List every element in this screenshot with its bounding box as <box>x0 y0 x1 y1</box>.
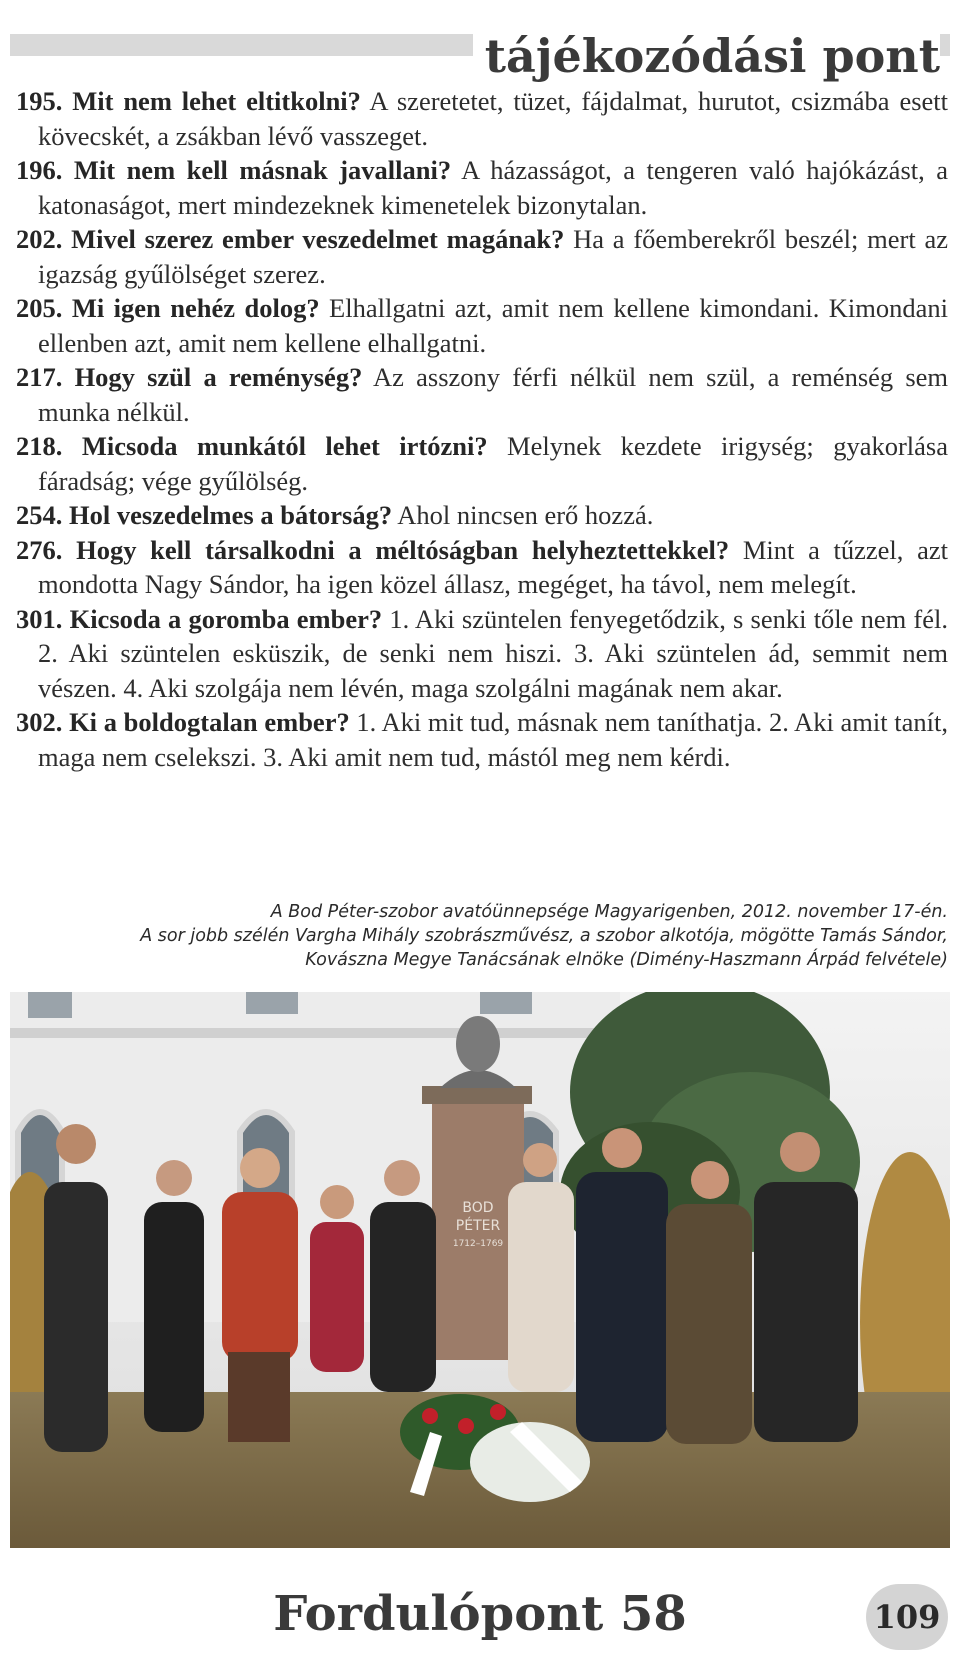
entry-number: 217. <box>16 362 63 392</box>
entry-question: Ki a boldogtalan ember? <box>69 707 350 737</box>
entry-question: Micsoda munkától lehet irtózni? <box>81 431 488 461</box>
entry-301 <box>16 602 948 706</box>
entry-205 <box>16 291 948 360</box>
plinth-inscription: BOD <box>462 1200 494 1216</box>
entry-number: 276. <box>16 534 63 565</box>
header-bar <box>10 29 950 83</box>
entry-number: 202. <box>16 224 63 254</box>
entry-answer: Ha a főemberekről beszél; mert az igazság gyűlölséget szerez. <box>38 224 948 289</box>
entry-answer: Mint a tűzzel, azt mondotta Nagy Sándor, ha igen közel állasz, megéget, ha távol, nem melegít. <box>38 534 949 599</box>
entry-number: 254. <box>16 500 63 530</box>
plinth-cap <box>422 1086 532 1104</box>
entry-answer: A szeretetet, tüzet, fájdalmat, hurutot, csizmába esett kövecskét, a zsákban lévő vasszeget. <box>38 86 949 151</box>
plinth-inscription: 1712–1769 <box>452 1239 504 1249</box>
flower <box>458 1418 474 1434</box>
entry-question: Hogy kell társalkodni a méltóságban helyheztettekkel? <box>76 534 730 565</box>
bust-head <box>456 1016 500 1072</box>
window <box>28 992 72 1018</box>
entry-question: Hogy szül a reménység? <box>74 362 363 392</box>
section-title: tájékozódási pont <box>473 26 940 86</box>
magazine-title: Fordulópont 58 <box>273 1586 687 1642</box>
caption-line: A Bod Péter-szobor avatóünnepsége Magyarigenben, 2012. november 17-én. <box>270 902 948 922</box>
entry-answer: A házasságot, a tengeren való hajókázást, a katonaságot, mert mindezeknek kimenetelek bizonytalan. <box>38 155 949 220</box>
entry-list <box>16 84 948 774</box>
entry-question: Mivel szerez ember veszedelmet magának? <box>71 224 565 254</box>
entry-answer: 1. Aki mit tud, másnak nem taníthatja. 2. Aki amit tanít, maga nem cselekszi. 3. Aki amit nem tud, mástól meg nem kérdi. <box>38 707 948 772</box>
entry-196 <box>16 153 948 222</box>
entry-218 <box>16 429 948 498</box>
entry-question: Mi igen nehéz dolog? <box>71 293 320 323</box>
entry-answer: Ahol nincsen erő hozzá. <box>392 500 654 530</box>
entry-302 <box>16 705 948 774</box>
entry-254 <box>16 498 948 533</box>
entry-195 <box>16 84 948 153</box>
window <box>246 992 298 1014</box>
entry-number: 205. <box>16 293 63 323</box>
page-number: 109 <box>866 1584 948 1650</box>
window <box>480 992 532 1014</box>
cornice <box>10 1028 620 1038</box>
entry-number: 301. <box>16 603 63 634</box>
entry-number: 218. <box>16 431 63 461</box>
ceremony-photo <box>10 992 950 1548</box>
caption-line: Kovászna Megye Tanácsának elnöke (Dimény-Haszmann Árpád felvétele) <box>305 950 948 970</box>
entry-question: Hol veszedelmes a bátorság? <box>69 500 393 530</box>
photo-caption <box>28 900 948 972</box>
entry-202 <box>16 222 948 291</box>
entry-276 <box>16 533 948 602</box>
entry-question: Kicsoda a goromba ember? <box>69 603 383 634</box>
plinth-inscription: PÉTER <box>455 1218 501 1234</box>
entry-217 <box>16 360 948 429</box>
flower <box>490 1404 506 1420</box>
entry-number: 302. <box>16 707 63 737</box>
entry-answer: Az asszony férfi nélkül nem szül, a reménség sem munka nélkül. <box>38 362 949 427</box>
entry-question: Mit nem lehet eltitkolni? <box>72 86 361 116</box>
ceremony-photo-illustration <box>10 992 950 1548</box>
entry-question: Mit nem kell másnak javallani? <box>73 155 452 185</box>
entry-answer: 1. Aki szüntelen fenyegetődzik, s senki tőle nem fél. 2. Aki szüntelen esküszik, de senki nem hiszi. 3. Aki szüntelen ád, semmit nem vészen. 4. Aki szolgája nem lévén, maga szolgálni magának nem akar. <box>38 603 949 703</box>
entry-answer: Melynek kezdete irigység; gyakorlása fáradság; vége gyűlölség. <box>38 431 948 496</box>
entry-answer: Elhallgatni azt, amit nem kellene kimondani. Kimondani ellenben azt, amit nem kellene elhallgatni. <box>38 293 949 358</box>
flower <box>422 1408 438 1424</box>
entry-number: 196. <box>16 155 63 185</box>
caption-line: A sor jobb szélén Vargha Mihály szobrászművész, a szobor alkotója, mögötte Tamás Sándor, <box>140 926 948 946</box>
entry-number: 195. <box>16 86 63 116</box>
